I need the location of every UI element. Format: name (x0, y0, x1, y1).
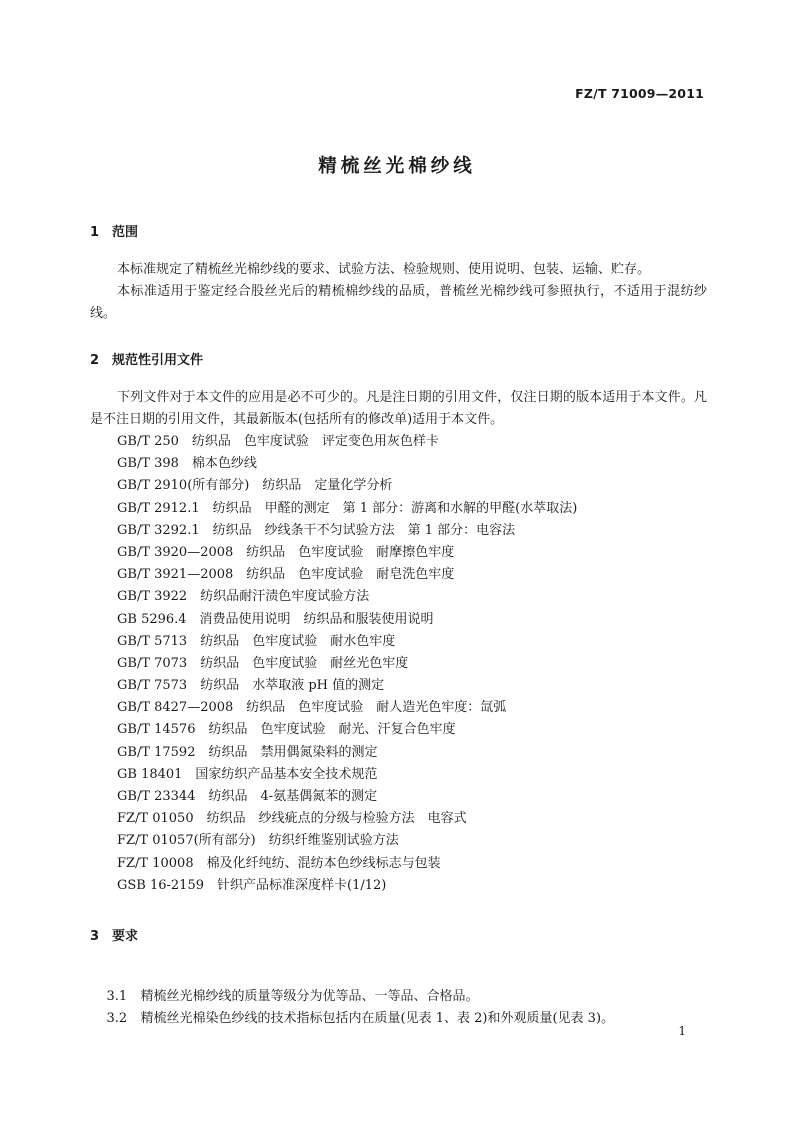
standard-code: FZ/T 71009—2011 (575, 86, 704, 101)
reference-item: GB/T 398 棉本色纱线 (117, 456, 257, 472)
clause-text: 精梳丝光棉染色纱线的技术指标包括内在质量(见表 1、表 2)和外观质量(见表 3)。 (140, 1011, 615, 1026)
reference-item: FZ/T 01057(所有部分) 纺织纤维鉴别试验方法 (117, 833, 399, 849)
reference-item: GB/T 17592 纺织品 禁用偶氮染料的测定 (117, 744, 378, 760)
section-number: 3 (90, 929, 100, 944)
reference-item: FZ/T 01050 纺织品 纱线疵点的分级与检验方法 电容式 (117, 811, 467, 827)
clause-text: 精梳丝光棉纱线的质量等级分为优等品、一等品、合格品。 (140, 989, 479, 1004)
section-number: 1 (90, 225, 100, 240)
scope-paragraph-2: 本标准适用于鉴定经合股丝光后的精梳棉纱线的品质，普梳丝光棉纱线可参照执行，不适用于混纺纱线。 (90, 284, 707, 321)
reference-item: GB/T 3921—2008 纺织品 色牢度试验 耐皂洗色牢度 (117, 567, 455, 583)
reference-item: GB/T 23344 纺织品 4-氨基偶氮苯的测定 (117, 789, 378, 804)
clause-number: 3.2 (106, 1011, 128, 1026)
reference-item: GB 5296.4 消费品使用说明 纺织品和服装使用说明 (117, 611, 434, 627)
section-title: 范围 (112, 225, 139, 240)
document-title: 精梳丝光棉纱线 (318, 156, 476, 177)
section-title: 要求 (112, 929, 139, 944)
scope-paragraph-1: 本标准规定了精梳丝光棉纱线的要求、试验方法、检验规则、使用说明、包装、运输、贮存。 (117, 262, 651, 277)
reference-list (117, 431, 577, 897)
section-title: 规范性引用文件 (112, 353, 204, 368)
section-number: 2 (90, 353, 100, 368)
requirement-clause (90, 986, 614, 1052)
references-intro: 下列文件对于本文件的应用是必不可少的。凡是注日期的引用文件，仅注日期的版本适用于本文件。凡是不注日期的引用文件，其最新版本(包括所有的修改单)适用于本文件。 (90, 390, 707, 427)
reference-item: GB/T 8427—2008 纺织品 色牢度试验 耐人造光色牢度：氙弧 (117, 700, 507, 716)
reference-item: GB/T 5713 纺织品 色牢度试验 耐水色牢度 (117, 633, 396, 649)
reference-item: GB 18401 国家纺织产品基本安全技术规范 (117, 766, 378, 782)
reference-item: GB/T 250 纺织品 色牢度试验 评定变色用灰色样卡 (117, 434, 439, 449)
page-number: 1 (678, 1024, 686, 1038)
reference-item: GSB 16-2159 针织产品标准深度样卡(1/12) (117, 877, 387, 893)
reference-item: GB/T 2912.1 纺织品 甲醛的测定 第 1 部分：游离和水解的甲醛(水萃取法) (117, 500, 578, 516)
section-heading-normative-references (90, 349, 203, 368)
reference-item: GB/T 7573 纺织品 水萃取液 pH 值的测定 (117, 678, 385, 694)
reference-item: GB/T 3920—2008 纺织品 色牢度试验 耐摩擦色牢度 (117, 544, 455, 560)
reference-item: GB/T 3292.1 纺织品 纱线条干不匀试验方法 第 1 部分：电容法 (117, 522, 516, 538)
clause-number: 3.1 (106, 989, 128, 1004)
reference-item: GB/T 2910(所有部分) 纺织品 定量化学分析 (117, 478, 393, 494)
section-heading-scope (90, 221, 138, 240)
reference-item: FZ/T 10008 棉及化纤纯纺、混纺本色纱线标志与包装 (117, 855, 441, 871)
reference-item: GB/T 7073 纺织品 色牢度试验 耐丝光色牢度 (117, 655, 409, 671)
reference-item: GB/T 3922 纺织品耐汗渍色牢度试验方法 (117, 589, 370, 605)
reference-item: GB/T 14576 纺织品 色牢度试验 耐光、汗复合色牢度 (117, 722, 456, 738)
section-heading-requirements (90, 925, 138, 944)
